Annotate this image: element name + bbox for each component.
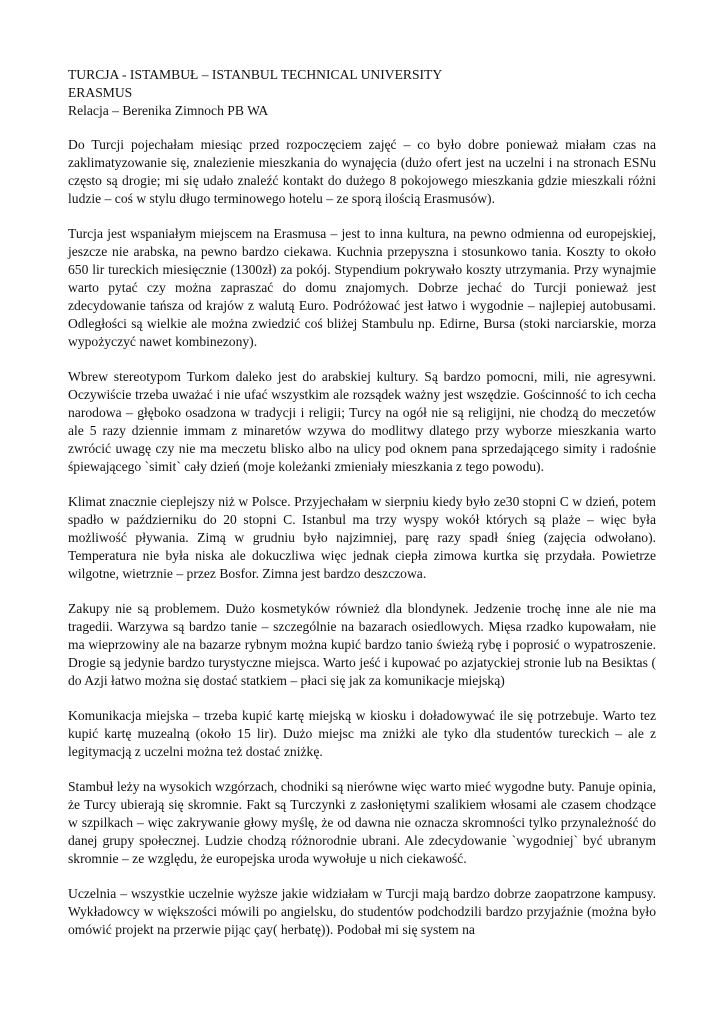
document-page — [68, 66, 656, 956]
paragraph-arrival: Do Turcji pojechałam miesiąc przed rozpoczęciem zajęć – co było dobre ponieważ miałam czas na zaklimatyzowanie się, znalezienie mieszkania do wynajęcia (dużo ofert jest na uczelni i na stronach ESNu często są drogie; mi się udało znaleźć kontakt do dużego 8 pokojowego mieszkania gdzie mieszkali różni ludzie – coś w stylu długo terminowego hotelu – ze sporą ilością Erasmusów). — [68, 137, 656, 206]
paragraph-people-culture: Wbrew stereotypom Turkom daleko jest do arabskiej kultury. Są bardzo pomocni, mili, nie agresywni. Oczywiście trzeba uważać i nie ufać wszystkim ale rozsądek ważny jest wszędzie. Gościnność to ich cecha narodowa – głęboko osadzona w tradycji i religii; Turcy na ogół nie są religijni, nie chodzą do meczetów ale 5 razy dziennie immam z minaretów wzywa do modlitwy dlatego przy wyborze mieszkania warto zwrócić uwagę czy nie ma meczetu blisko albo na ulicy pod oknem pana sprzedającego simity i radośnie śpiewającego `simit` cały dzień (moje koleżanki zmieniały mieszkania z tego powodu). — [68, 369, 656, 474]
paragraph-university: Uczelnia – wszystkie uczelnie wyższe jakie widziałam w Turcji mają bardzo dobrze zaopatrzone kampusy. Wykładowcy w większości mówili po angielsku, do studentów podchodzili bardzo przyjaźnie (można było omówić projekt na przerwie pijąc çay( herbatę)). Podobał mi się system na — [68, 886, 656, 937]
paragraph-climate: Klimat znacznie cieplejszy niż w Polsce. Przyjechałam w sierpniu kiedy było ze30 stopni C w dzień, potem spadło w październiku do 20 stopni C. Istanbul ma trzy wyspy wokół których są plaże – więc była możliwość pływania. Zimą w grudniu było najzimniej, parę razy spadł śnieg (zajęcia odwołano). Temperatura nie była niska ale dokuczliwa więc jednak ciepła zimowa kurtka się przydała. Powietrze wilgotne, wietrznie – przez Bosfor. Zimna jest bardzo deszczowa. — [68, 494, 656, 581]
paragraph-turkey-costs: Turcja jest wspaniałym miejscem na Erasmusa – jest to inna kultura, na pewno odmienna od europejskiej, jeszcze nie arabska, na pewno bardzo ciekawa. Kuchnia przepyszna i stosunkowo tania. Koszty to około 650 lir tureckich miesięcznie (1300zł) za pokój. Stypendium pokrywało koszty utrzymania. Przy wynajmie warto pytać czy można zapraszać do domu znajomych. Dobrze jechać do Turcji ponieważ jest zdecydowanie tańsza od krajów z walutą Euro. Podróżować jest łatwo i wygodnie – najlepiej autobusami. Odległości są wielkie ale można zwiedzić coś bliżej Stambulu np. Edirne, Bursa (stoki narciarskie, morza wypożyczyć nawet kombinezony). — [68, 226, 656, 349]
paragraph-shopping: Zakupy nie są problemem. Dużo kosmetyków również dla blondynek. Jedzenie trochę inne ale nie ma tragedii. Warzywa są bardzo tanie – szczególnie na bazarach osiedlowych. Mięsa rzadko kupowałam, nie ma wieprzowiny ale na bazarze rybnym można kupić bardzo tanio świeżą rybę i poprosić o wypatroszenie. Drogie są jedynie bardzo turystyczne miejsca. Warto jeść i kupować po azjatyckiej stronie lub na Besiktas ( do Azji łatwo można się dostać statkiem – płaci się jak za komunikacje miejską) — [68, 601, 656, 688]
program-name: ERASMUS — [68, 85, 133, 100]
document-title: TURCJA - ISTAMBUŁ – ISTANBUL TECHNICAL UNIVERSITY — [68, 67, 443, 82]
paragraph-city-dress: Stambuł leży na wysokich wzgórzach, chodniki są nierówne więc warto mieć wygodne buty. Panuje opinia, że Turcy ubierają się skromnie. Fakt są Turczynki z zasłoniętymi szalikiem włosami ale czasem chodzące w szpilkach – więc zakrywanie głowy myślę, że od dawna nie oznacza skromności tylko przynależność do danej grupy społecznej. Ludzie chodzą różnorodnie ubrani. Ale zdecydowanie `wygodniej` być ubranym skromnie – ze względu, że europejska uroda wywołuje u nich ciekawość. — [68, 779, 656, 866]
report-author: Relacja – Berenika Zimnoch PB WA — [68, 103, 269, 118]
document-header — [68, 66, 656, 120]
paragraph-transport: Komunikacja miejska – trzeba kupić kartę miejską w kiosku i doładowywać ile się potrzebuje. Warto tez kupić kartę muzealną (około 15 lir). Dużo miejsc ma zniżki ale tyko dla studentów tureckich – ale z legitymacją z uczelni można też dostać zniżkę. — [68, 708, 656, 759]
